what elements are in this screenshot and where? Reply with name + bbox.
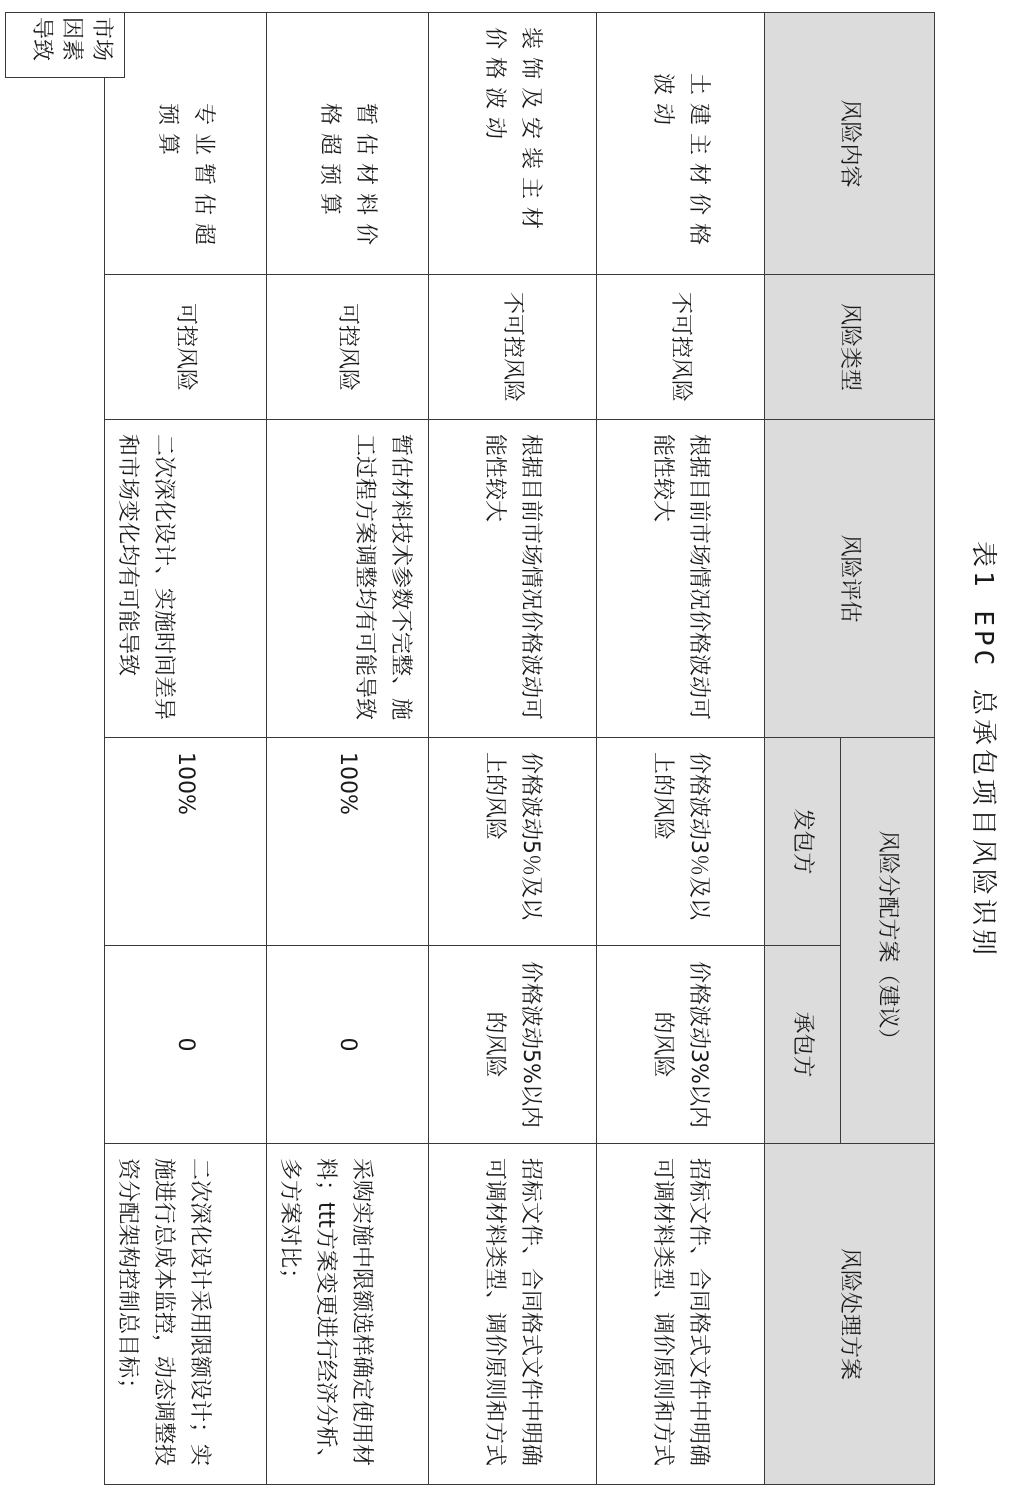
header-assessment: 风险评估	[765, 420, 935, 738]
risk-assessment-cell: 根据目前市场情况价格波动可能性较大	[429, 420, 597, 738]
employer-share-cell: 价格波动5％及以上的风险	[429, 738, 597, 946]
header-allocation: 风险分配方案（建议）	[841, 738, 935, 1144]
table-row	[105, 13, 267, 1485]
header-content: 风险内容	[765, 13, 935, 275]
table-title: 表1 EPC 总承包项目风险识别	[968, 541, 999, 959]
category-line: 导致	[29, 17, 54, 62]
risk-handling-cell: 采购实施中限额选样确定使用材料；ttt方案变更进行经济分析、多方案对比；	[267, 1144, 429, 1485]
table-row	[429, 13, 597, 1485]
header-handling: 风险处理方案	[765, 1144, 935, 1485]
risk-handling-cell: 招标文件、合同格式文件中明确可调材料类型、调价原则和方式	[429, 1144, 597, 1485]
risk-content-cell: 装饰及安装主材价格波动	[429, 13, 597, 275]
risk-category-label	[5, 12, 125, 78]
risk-type-cell: 可控风险	[267, 275, 429, 420]
contractor-share-cell: 价格波动5%以内的风险	[429, 946, 597, 1144]
header-row-1	[841, 13, 935, 1485]
contractor-share-cell: 0	[105, 946, 267, 1144]
contractor-share-cell: 0	[267, 946, 429, 1144]
risk-content-cell: 专业暂估超预算	[105, 13, 267, 275]
header-type: 风险类型	[765, 275, 935, 420]
risk-handling-cell: 二次深化设计采用限额设计；实施进行总成本监控，动态调整投资分配架构控制总目标；	[105, 1144, 267, 1485]
risk-content-cell: 土建主材价格波动	[597, 13, 765, 275]
risk-assessment-cell: 二次深化设计、实施时间差异和市场变化均有可能导致	[105, 420, 267, 738]
header-contractor: 承包方	[765, 946, 841, 1144]
risk-type-cell: 不可控风险	[429, 275, 597, 420]
risk-type-cell: 可控风险	[105, 275, 267, 420]
category-line: 因素	[59, 17, 84, 62]
risk-assessment-cell: 根据目前市场情况价格波动可能性较大	[597, 420, 765, 738]
employer-share-cell: 100%	[105, 738, 267, 946]
contractor-share-cell: 价格波动3%以内的风险	[597, 946, 765, 1144]
risk-type-cell: 不可控风险	[597, 275, 765, 420]
risk-content-cell: 暂估材料价格超预算	[267, 13, 429, 275]
header-employer: 发包方	[765, 738, 841, 946]
employer-share-cell: 100%	[267, 738, 429, 946]
table-row	[267, 13, 429, 1485]
category-line: 市场	[89, 17, 114, 62]
risk-handling-cell: 招标文件、合同格式文件中明确可调材料类型、调价原则和方式	[597, 1144, 765, 1485]
table-row	[597, 13, 765, 1485]
risk-table	[104, 12, 935, 1485]
employer-share-cell: 价格波动3％及以上的风险	[597, 738, 765, 946]
risk-assessment-cell: 暂估材料技术参数不完整、施工过程方案调整均有可能导致	[267, 420, 429, 738]
